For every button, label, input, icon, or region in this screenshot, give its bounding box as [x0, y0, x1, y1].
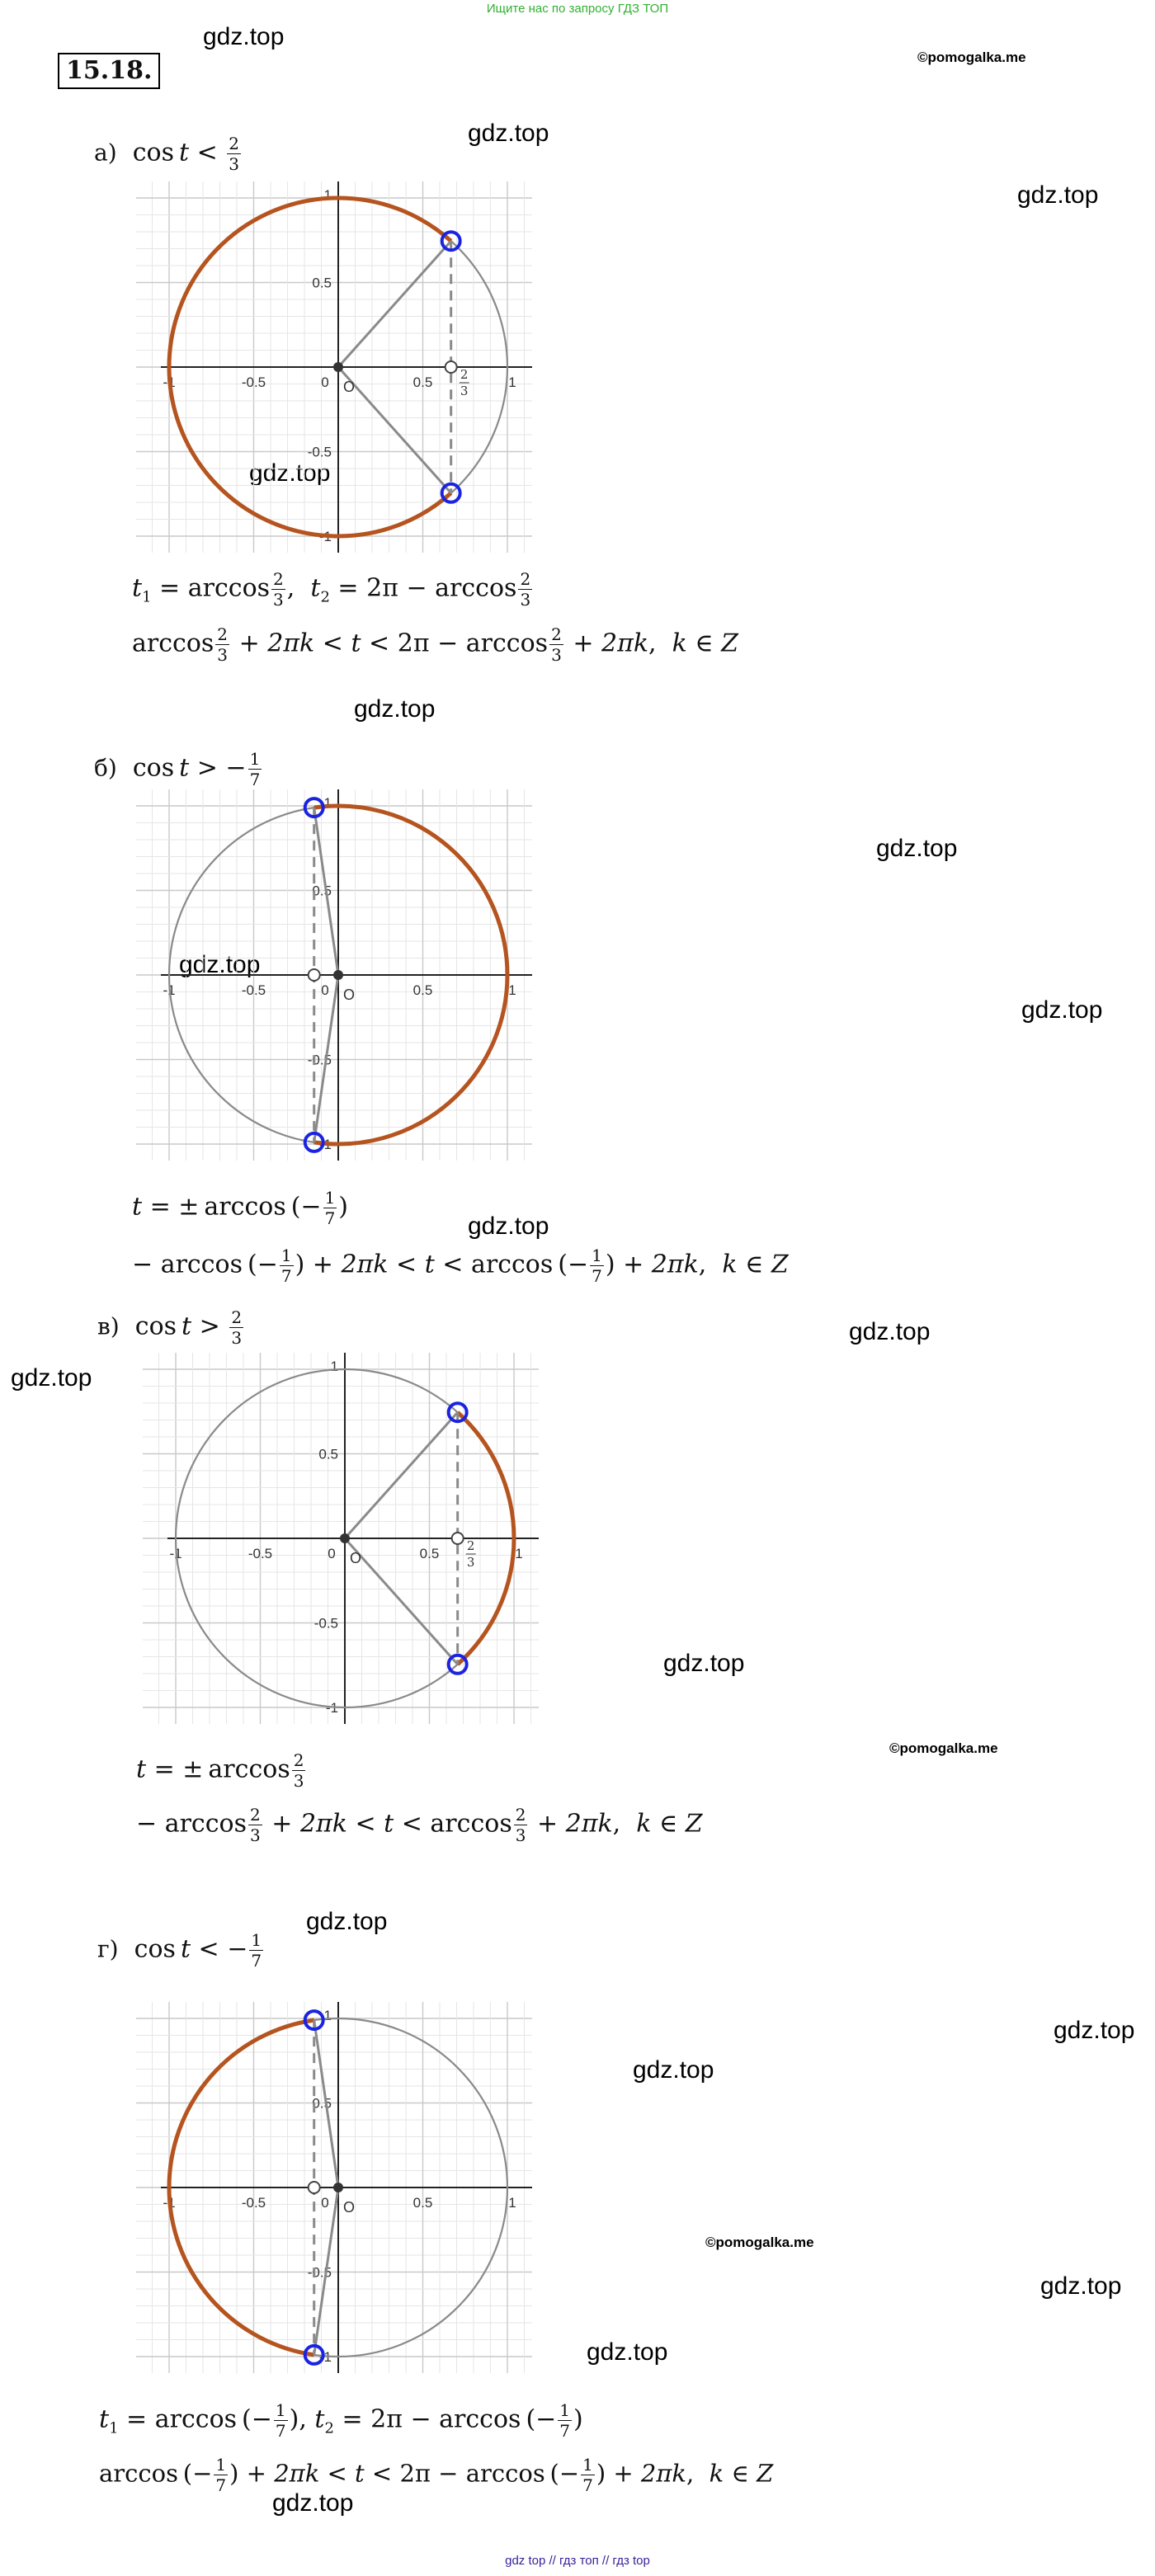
- tick-label: 0.5: [318, 1446, 338, 1462]
- watermark: gdz.top: [1021, 996, 1103, 1024]
- tick-label: -0.5: [248, 1546, 273, 1561]
- tick-label: 1: [323, 2008, 332, 2023]
- unit-circle-graph-c: [139, 1357, 551, 1728]
- origin-label: O: [350, 1550, 362, 1566]
- watermark: gdz.top: [468, 120, 549, 147]
- tick-label: -1: [163, 374, 176, 390]
- origin-point: [333, 362, 343, 372]
- part-b-condition: б) cos t > − $\frac{1}{7}$: [94, 749, 261, 789]
- part-d-condition: г) cos t < − $\frac{1}{7}$: [97, 1930, 262, 1971]
- part-letter: г): [97, 1935, 119, 1963]
- tick-label: -1: [318, 529, 332, 544]
- watermark: gdz.top: [11, 1364, 92, 1392]
- watermark: gdz.top: [849, 1318, 931, 1345]
- watermark: gdz.top: [203, 23, 285, 50]
- tick-label: 1: [508, 2195, 516, 2211]
- part-letter: в): [97, 1312, 120, 1340]
- part-c-answer: − arccos $\frac{2}{3}$ + 2πk < t < arccos $\frac{2}{3}$ + 2πk, k ∈ Z: [136, 1805, 703, 1845]
- tick-label: -0.5: [307, 1052, 332, 1068]
- tick-label: 0.5: [412, 374, 433, 390]
- func-name: cos: [132, 138, 174, 167]
- cos-point: [446, 361, 457, 373]
- origin-point: [340, 1533, 350, 1543]
- tick-label: 1: [515, 1546, 523, 1561]
- part-b-roots: t = ± arccos (− $\frac{1}{7}$ ): [132, 1188, 349, 1228]
- tick-label: 0.5: [412, 2195, 433, 2211]
- tick-label: 1: [508, 982, 516, 998]
- watermark-pomogalka: ©pomogalka.me: [917, 49, 1026, 65]
- tick-label: 1: [323, 187, 332, 203]
- tick-label: 0: [321, 374, 329, 390]
- tick-label: -0.5: [241, 374, 266, 390]
- watermark: gdz.top: [1040, 2272, 1122, 2300]
- tick-label: 0.5: [419, 1546, 440, 1561]
- part-letter: а): [94, 139, 117, 167]
- tick-label: -1: [325, 1700, 338, 1716]
- watermark: gdz.top: [354, 695, 436, 723]
- header-note: Ищите нас по запросу ГДЗ ТОП: [486, 2, 669, 16]
- tick-label: -1: [169, 1546, 182, 1561]
- tick-label: -1: [163, 982, 176, 998]
- cos-point: [309, 2182, 320, 2193]
- tick-label: -0.5: [307, 444, 332, 460]
- tick-label: -0.5: [241, 2195, 266, 2211]
- watermark: gdz.top: [1054, 2017, 1135, 2044]
- tick-label: -1: [318, 1137, 332, 1152]
- watermark: gdz.top: [249, 459, 331, 487]
- tick-label: -0.5: [241, 982, 266, 998]
- cos-point: [452, 1533, 464, 1544]
- part-a-roots: $t_1 = \arccos$ $\frac{2}{3}$ , $t_2 = 2\pi - \arccos$ $\frac{2}{3}$: [132, 569, 531, 610]
- watermark: gdz.top: [1017, 181, 1099, 209]
- part-c-roots: t = ± arccos $\frac{2}{3}$: [136, 1750, 304, 1791]
- part-b-answer: − arccos (− $\frac{1}{7}$ ) + 2πk < t < arccos (− $\frac{1}{7}$ ) + 2πk, k ∈ Z: [132, 1246, 789, 1286]
- tick-label: 1: [323, 795, 332, 811]
- unit-circle-graph-d: [132, 2006, 544, 2377]
- watermark: gdz.top: [876, 835, 958, 862]
- cos-value-label: 2: [466, 1538, 475, 1553]
- part-a-condition: [94, 134, 243, 174]
- footer-note: gdz top // гдз топ // гдз top: [505, 2554, 650, 2568]
- origin-label: O: [343, 379, 356, 395]
- tick-label: -1: [318, 2349, 332, 2365]
- unit-circle-graph-b: [132, 794, 544, 1165]
- tick-label: 0.5: [312, 275, 332, 291]
- origin-point: [333, 2183, 343, 2192]
- cos-value-label: 3: [460, 384, 469, 398]
- cos-point: [309, 969, 320, 981]
- origin-label: O: [343, 987, 356, 1003]
- origin-label: O: [343, 2199, 356, 2216]
- tick-label: 0.5: [312, 2095, 332, 2112]
- watermark: gdz.top: [633, 2056, 714, 2084]
- task-number: 15.18.: [58, 53, 160, 89]
- cos-value-label: 3: [466, 1555, 475, 1570]
- watermark-pomogalka: ©pomogalka.me: [705, 2235, 814, 2250]
- part-letter: б): [94, 754, 117, 782]
- tick-label: 0: [328, 1546, 336, 1561]
- unit-circle-graph-a: [132, 186, 544, 557]
- tick-label: 0: [321, 2195, 329, 2211]
- cos-value-label: 2: [460, 367, 469, 382]
- tick-label: 0.5: [312, 883, 332, 899]
- tick-label: 1: [330, 1359, 338, 1374]
- watermark-pomogalka: ©pomogalka.me: [889, 1740, 998, 1756]
- tick-label: 1: [508, 374, 516, 390]
- fraction: $\frac{2}{3}$: [229, 134, 239, 174]
- relation: <: [196, 138, 218, 167]
- watermark: gdz.top: [663, 1650, 745, 1677]
- watermark: gdz.top: [468, 1213, 549, 1240]
- watermark: gdz.top: [587, 2338, 668, 2366]
- watermark: gdz.top: [272, 2489, 354, 2517]
- tick-label: 0: [321, 982, 329, 998]
- variable: t: [178, 138, 190, 167]
- watermark: gdz.top: [179, 951, 261, 978]
- watermark: gdz.top: [306, 1908, 388, 1935]
- tick-label: 0.5: [412, 982, 433, 998]
- origin-point: [333, 970, 343, 980]
- tick-label: -0.5: [307, 2264, 332, 2281]
- tick-label: -1: [163, 2195, 176, 2211]
- tick-label: -0.5: [314, 1615, 338, 1632]
- part-d-answer: arccos (− $\frac{1}{7}$ ) + 2πk < t < 2π − arccos (− $\frac{1}{7}$ ) + 2πk, k ∈ Z: [99, 2455, 774, 2495]
- part-a-answer: arccos $\frac{2}{3}$ + 2πk < t < 2π − arccos $\frac{2}{3}$ + 2πk, k ∈ Z: [132, 624, 738, 665]
- part-d-roots: $t_1 = \arccos$ (− $\frac{1}{7}$ ), $t_2 = 2\pi - \arccos$ (− $\frac{1}{7}$ ): [99, 2400, 583, 2441]
- part-c-condition: в) cos t > $\frac{2}{3}$: [97, 1307, 243, 1348]
